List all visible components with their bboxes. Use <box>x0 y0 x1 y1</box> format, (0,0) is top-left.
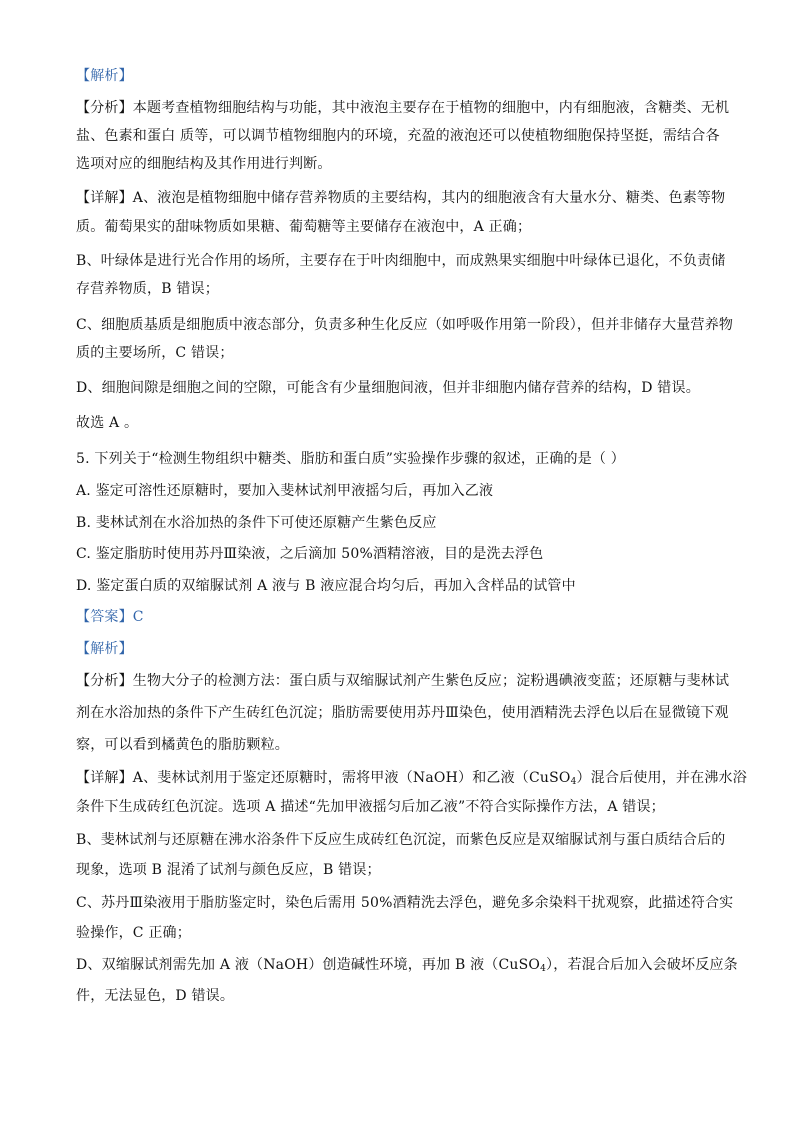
paragraph-line: 选项对应的细胞结构及其作用进行判断。 <box>76 156 332 172</box>
paragraph-line <box>76 955 736 979</box>
paragraph-line: 质。葡萄果实的甜味物质如果糖、葡萄糖等主要储存在液泡中，A 正确； <box>76 219 532 235</box>
paragraph-line: 【分析】本题考查植物细胞结构与功能，其中液泡主要存在于植物的细胞中，内有细胞液，含糖类、无机 <box>76 100 730 116</box>
text-segment: 【详解】A、斐林试剂用于鉴定还原糖时，需将甲液（NaOH）和乙液（CuSO <box>76 770 571 786</box>
paragraph-line: C、细胞质基质是细胞质中液态部分，负责多种生化反应（如呼吸作用第一阶段），但并非储存大量营养物 <box>76 317 734 333</box>
paragraph-line: 盐、色素和蛋白 质等，可以调节植物细胞内的环境，充盈的液泡还可以使植物细胞保持坚挺，需结合各 <box>76 128 720 144</box>
option-c: C. 鉴定脂肪时使用苏丹Ⅲ染液，之后滴加 50%酒精溶液，目的是洗去浮色 <box>76 546 544 562</box>
paragraph-line: B、叶绿体是进行光合作用的场所，主要存在于叶肉细胞中，而成熟果实细胞中叶绿体已退化，不负责储 <box>76 253 726 269</box>
analysis-heading: 【解析】 <box>76 641 133 657</box>
answer-choice-line: 故选 A 。 <box>76 415 139 431</box>
paragraph-line: 存营养物质，B 错误； <box>76 281 219 297</box>
paragraph-line: 【分析】生物大分子的检测方法：蛋白质与双缩脲试剂产生紫色反应；淀粉遇碘液变蓝；还原糖与斐林试 <box>76 673 730 689</box>
paragraph-line: B、斐林试剂与还原糖在沸水浴条件下反应生成砖红色沉淀，而紫色反应是双缩脲试剂与蛋白质结合后的 <box>76 832 726 848</box>
text-segment: D、双缩脲试剂需先加 A 液（NaOH）创造碱性环境，再加 B 液（CuSO <box>76 957 541 973</box>
text-segment: ）混合后使用，并在沸水浴 <box>576 770 747 786</box>
paragraph-line: 条件下生成砖红色沉淀。选项 A 描述“先加甲液摇匀后加乙液”不符合实际操作方法，A 错误； <box>76 799 665 815</box>
paragraph-line: 件，无法显色，D 错误。 <box>76 988 235 1004</box>
text-segment: ），若混合后加入会破坏反应条 <box>546 957 738 973</box>
paragraph-line: 剂在水浴加热的条件下产生砖红色沉淀；脂肪需要使用苏丹Ⅲ染色，使用酒精洗去浮色以后在显微镜下观 <box>76 705 729 721</box>
paragraph-line: 现象，选项 B 混淆了试剂与颜色反应，B 错误； <box>76 862 381 878</box>
paragraph-line <box>76 768 747 792</box>
subscript-4: 4 <box>540 964 547 974</box>
option-b: B. 斐林试剂在水浴加热的条件下可使还原糖产生紫色反应 <box>76 515 437 531</box>
paragraph-line: C、苏丹Ⅲ染液用于脂肪鉴定时，染色后需用 50%酒精洗去浮色，避免多余染料干扰观察，此描述符合实 <box>76 895 734 911</box>
question-stem: 5. 下列关于“检测生物组织中糖类、脂肪和蛋白质”实验操作步骤的叙述，正确的是（ ） <box>76 451 625 467</box>
answer-heading: 【答案】C <box>76 609 144 625</box>
paragraph-line: D、细胞间隙是细胞之间的空隙，可能含有少量细胞间液，但并非细胞内储存营养的结构，D 错误。 <box>76 380 700 396</box>
paragraph-line: 质的主要场所，C 错误； <box>76 345 234 361</box>
paragraph-line: 【详解】A、液泡是植物细胞中储存营养物质的主要结构，其内的细胞液含有大量水分、糖类、色素等物 <box>76 190 726 206</box>
analysis-heading: 【解析】 <box>76 68 133 84</box>
paragraph-line: 验操作，C 正确； <box>76 925 191 941</box>
paragraph-line: 察，可以看到橘黄色的脂肪颗粒。 <box>76 737 289 753</box>
option-a: A. 鉴定可溶性还原糖时，要加入斐林试剂甲液摇匀后，再加入乙液 <box>76 483 494 499</box>
option-d: D. 鉴定蛋白质的双缩脲试剂 A 液与 B 液应混合均匀后，再加入含样品的试管中 <box>76 578 576 594</box>
subscript-4: 4 <box>570 777 577 787</box>
